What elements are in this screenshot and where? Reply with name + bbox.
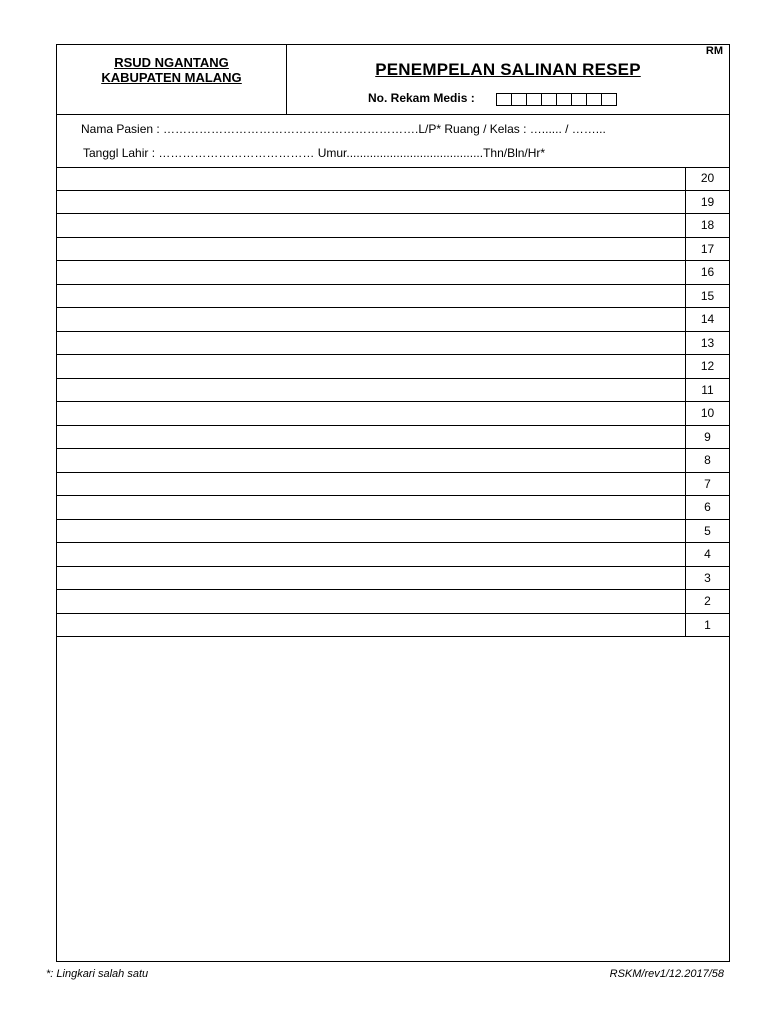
table-row[interactable] — [57, 379, 729, 403]
record-digit-box[interactable] — [511, 93, 527, 106]
record-digit-box[interactable] — [571, 93, 587, 106]
row-number: 7 — [685, 473, 729, 496]
row-number: 16 — [685, 261, 729, 284]
record-number-label: No. Rekam Medis : — [368, 91, 475, 105]
table-row[interactable] — [57, 520, 729, 544]
table-row[interactable] — [57, 261, 729, 285]
table-row[interactable] — [57, 496, 729, 520]
row-number: 5 — [685, 520, 729, 543]
row-number: 13 — [685, 332, 729, 355]
footer-note: *: Lingkari salah satu — [46, 968, 149, 980]
table-row[interactable] — [57, 214, 729, 238]
prescription-rows — [57, 167, 729, 637]
row-number: 18 — [685, 214, 729, 237]
row-number: 2 — [685, 590, 729, 613]
record-digit-box[interactable] — [601, 93, 617, 106]
form-header — [57, 45, 729, 115]
table-row[interactable] — [57, 285, 729, 309]
table-row[interactable] — [57, 332, 729, 356]
hospital-region: KABUPATEN MALANG — [101, 70, 242, 85]
table-row[interactable] — [57, 543, 729, 567]
table-row[interactable] — [57, 567, 729, 591]
table-row[interactable] — [57, 473, 729, 497]
row-number: 4 — [685, 543, 729, 566]
table-row[interactable] — [57, 355, 729, 379]
prescription-form — [56, 44, 730, 962]
patient-dob-line[interactable]: Tanggl Lahir : ………………………………… Umur.........................................Thn/Bln/Hr* — [83, 146, 546, 160]
table-row[interactable] — [57, 402, 729, 426]
table-row[interactable] — [57, 191, 729, 215]
row-number: 11 — [685, 379, 729, 402]
row-number: 17 — [685, 238, 729, 261]
document-code: RSKM/rev1/12.2017/58 — [609, 968, 724, 980]
record-digit-box[interactable] — [541, 93, 557, 106]
row-number: 10 — [685, 402, 729, 425]
record-number-boxes[interactable] — [497, 93, 617, 106]
row-number: 8 — [685, 449, 729, 472]
record-digit-box[interactable] — [496, 93, 512, 106]
row-number: 3 — [685, 567, 729, 590]
row-number: 6 — [685, 496, 729, 519]
row-number: 15 — [685, 285, 729, 308]
record-digit-box[interactable] — [526, 93, 542, 106]
row-number: 12 — [685, 355, 729, 378]
table-row[interactable] — [57, 308, 729, 332]
table-row[interactable] — [57, 426, 729, 450]
form-code: RM — [705, 45, 723, 57]
page-title: PENEMPELAN SALINAN RESEP — [375, 60, 641, 79]
table-row[interactable] — [57, 614, 729, 638]
row-number: 20 — [685, 167, 729, 190]
hospital-name: RSUD NGANTANG — [114, 55, 229, 70]
table-row[interactable] — [57, 238, 729, 262]
record-digit-box[interactable] — [556, 93, 572, 106]
table-row[interactable] — [57, 167, 729, 191]
row-number: 19 — [685, 191, 729, 214]
table-row[interactable] — [57, 590, 729, 614]
record-digit-box[interactable] — [586, 93, 602, 106]
patient-name-line[interactable]: Nama Pasien : ……………………………………………………….L/P* Ruang / Kelas : …...... / ……... — [81, 122, 606, 136]
hospital-block — [57, 45, 287, 114]
row-number: 1 — [685, 614, 729, 637]
patient-info — [57, 114, 729, 168]
row-number: 14 — [685, 308, 729, 331]
table-row[interactable] — [57, 449, 729, 473]
row-number: 9 — [685, 426, 729, 449]
